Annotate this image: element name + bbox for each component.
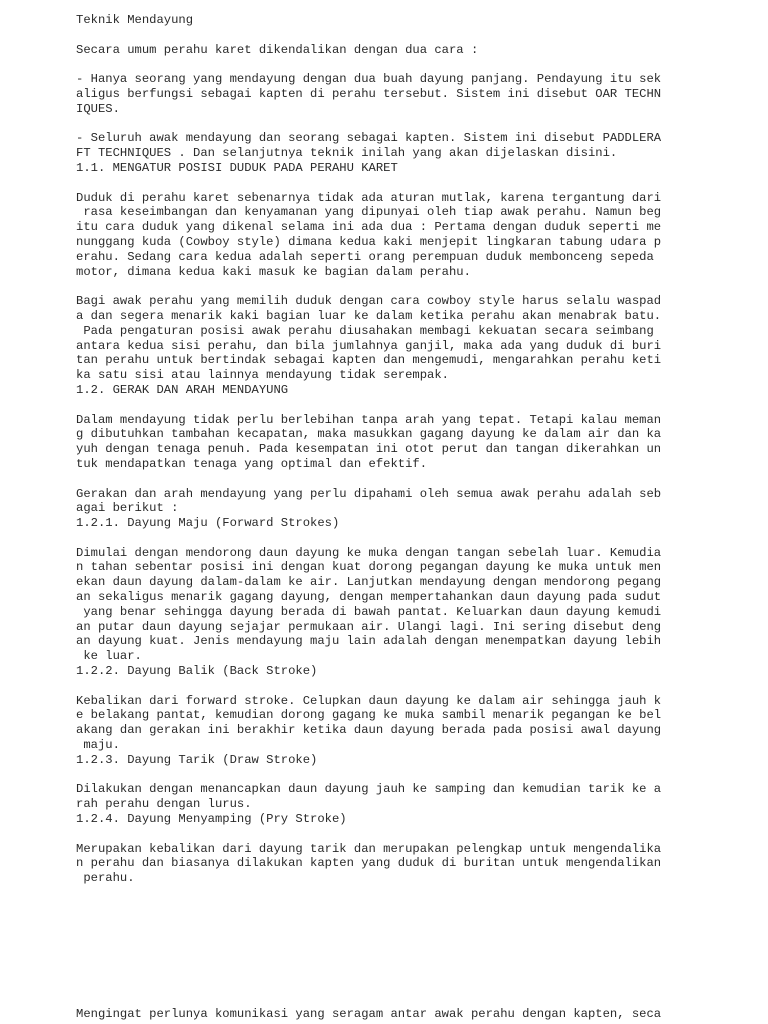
continuation-line: Mengingat perlunya komunikasi yang seragam antar awak perahu dengan kapten, seca bbox=[76, 1007, 662, 1021]
text-line: IQUES. bbox=[76, 101, 120, 116]
text-line: 1.2.2. Dayung Balik (Back Stroke) bbox=[76, 664, 318, 679]
text-line: antara kedua sisi perahu, dan bila jumlahnya ganjil, maka ada yang duduk di buri bbox=[76, 338, 662, 353]
text-line: rasa keseimbangan dan kenyamanan yang dipunyai oleh tiap awak perahu. Namun beg bbox=[76, 205, 662, 220]
text-line: tuk mendapatkan tenaga yang optimal dan efektif. bbox=[76, 456, 428, 471]
text-line: ke luar. bbox=[76, 649, 142, 664]
text-line: rah perahu dengan lurus. bbox=[76, 797, 252, 812]
text-line: - Hanya seorang yang mendayung dengan dua buah dayung panjang. Pendayung itu sek bbox=[76, 72, 662, 87]
blank-line bbox=[76, 398, 716, 413]
text-line: 1.2. GERAK DAN ARAH MENDAYUNG bbox=[76, 382, 289, 397]
text-line: Dalam mendayung tidak perlu berlebihan tanpa arah yang tepat. Tetapi kalau meman bbox=[76, 412, 662, 427]
blank-line bbox=[76, 117, 716, 132]
text-line: 1.1. MENGATUR POSISI DUDUK PADA PERAHU KARET bbox=[76, 160, 398, 175]
text-line: an dayung kuat. Jenis mendayung maju lain adalah dengan menempatkan dayung lebih bbox=[76, 634, 662, 649]
text-line: Dimulai dengan mendorong daun dayung ke muka dengan tangan sebelah luar. Kemudia bbox=[76, 545, 662, 560]
text-line: - Seluruh awak mendayung dan seorang sebagai kapten. Sistem ini disebut PADDLERA bbox=[76, 131, 662, 146]
text-line: erahu. Sedang cara kedua adalah seperti orang perempuan duduk membonceng sepeda bbox=[76, 249, 662, 264]
text-line: FT TECHNIQUES . Dan selanjutnya teknik inilah yang akan dijelaskan disini. bbox=[76, 146, 618, 161]
blank-line bbox=[76, 472, 716, 487]
text-line: Bagi awak perahu yang memilih duduk dengan cara cowboy style harus selalu waspad bbox=[76, 294, 662, 309]
text-line: Dilakukan dengan menancapkan daun dayung jauh ke samping dan kemudian tarik ke a bbox=[76, 782, 662, 797]
text-line: nunggang kuda (Cowboy style) dimana kedua kaki menjepit lingkaran tabung udara p bbox=[76, 234, 662, 249]
text-line: motor, dimana kedua kaki masuk ke bagian dalam perahu. bbox=[76, 264, 471, 279]
text-line: 1.2.3. Dayung Tarik (Draw Stroke) bbox=[76, 752, 318, 767]
blank-line bbox=[76, 768, 716, 783]
text-line: tan perahu untuk bertindak sebagai kapten dan mengemudi, mengarahkan perahu keti bbox=[76, 353, 662, 368]
blank-line bbox=[76, 531, 716, 546]
text-line: 1.2.4. Dayung Menyamping (Pry Stroke) bbox=[76, 812, 347, 827]
blank-line bbox=[76, 28, 716, 43]
blank-line bbox=[76, 827, 716, 842]
text-line: an putar daun dayung sejajar permukaan air. Ulangi lagi. Ini sering disebut deng bbox=[76, 619, 662, 634]
text-line: ekan daun dayung dalam-dalam ke air. Lanjutkan mendayung dengan mendorong pegang bbox=[76, 575, 662, 590]
text-line: g dibutuhkan tambahan kecapatan, maka masukkan gagang dayung ke dalam air dan ka bbox=[76, 427, 662, 442]
text-line: Gerakan dan arah mendayung yang perlu dipahami oleh semua awak perahu adalah seb bbox=[76, 486, 662, 501]
blank-line bbox=[76, 679, 716, 694]
text-line: yang benar sehingga dayung berada di bawah pantat. Keluarkan daun dayung kemudi bbox=[76, 604, 662, 619]
text-line: aligus berfungsi sebagai kapten di perahu tersebut. Sistem ini disebut OAR TECHN bbox=[76, 86, 662, 101]
text-line: an sekaligus menarik gagang dayung, dengan mempertahankan daun dayung pada sudut bbox=[76, 590, 662, 605]
text-line: ka satu sisi atau lainnya mendayung tidak serempak. bbox=[76, 368, 449, 383]
document-text bbox=[76, 13, 716, 886]
blank-line bbox=[76, 176, 716, 191]
text-line: akang dan gerakan ini berakhir ketika daun dayung berada pada posisi awal dayung bbox=[76, 723, 662, 738]
text-line: n tahan sebentar posisi ini dengan kuat dorong pegangan dayung ke muka untuk men bbox=[76, 560, 662, 575]
text-line: perahu. bbox=[76, 871, 135, 886]
text-line: itu cara duduk yang dikenal selama ini ada dua : Pertama dengan duduk seperti me bbox=[76, 220, 662, 235]
text-line: Pada pengaturan posisi awak perahu diusahakan membagi kekuatan secara seimbang bbox=[76, 323, 662, 338]
text-line: yuh dengan tenaga penuh. Pada kesempatan ini otot perut dan tangan dikerahkan un bbox=[76, 442, 662, 457]
text-line: Merupakan kebalikan dari dayung tarik dan merupakan pelengkap untuk mengendalika bbox=[76, 841, 662, 856]
text-line: Duduk di perahu karet sebenarnya tidak ada aturan mutlak, karena tergantung dari bbox=[76, 190, 662, 205]
text-line: Teknik Mendayung bbox=[76, 13, 194, 27]
text-line: Kebalikan dari forward stroke. Celupkan daun dayung ke dalam air sehingga jauh k bbox=[76, 693, 662, 708]
text-line: Secara umum perahu karet dikendalikan dengan dua cara : bbox=[76, 42, 479, 57]
text-line: n perahu dan biasanya dilakukan kapten yang duduk di buritan untuk mengendalikan bbox=[76, 856, 662, 871]
text-line: maju. bbox=[76, 738, 120, 753]
text-line: a dan segera menarik kaki bagian luar ke dalam ketika perahu akan menabrak batu. bbox=[76, 308, 662, 323]
blank-line bbox=[76, 57, 716, 72]
blank-line bbox=[76, 279, 716, 294]
text-line: agai berikut : bbox=[76, 501, 179, 516]
text-line: e belakang pantat, kemudian dorong gagang ke muka sambil menarik pegangan ke bel bbox=[76, 708, 662, 723]
text-line: 1.2.1. Dayung Maju (Forward Strokes) bbox=[76, 516, 340, 531]
